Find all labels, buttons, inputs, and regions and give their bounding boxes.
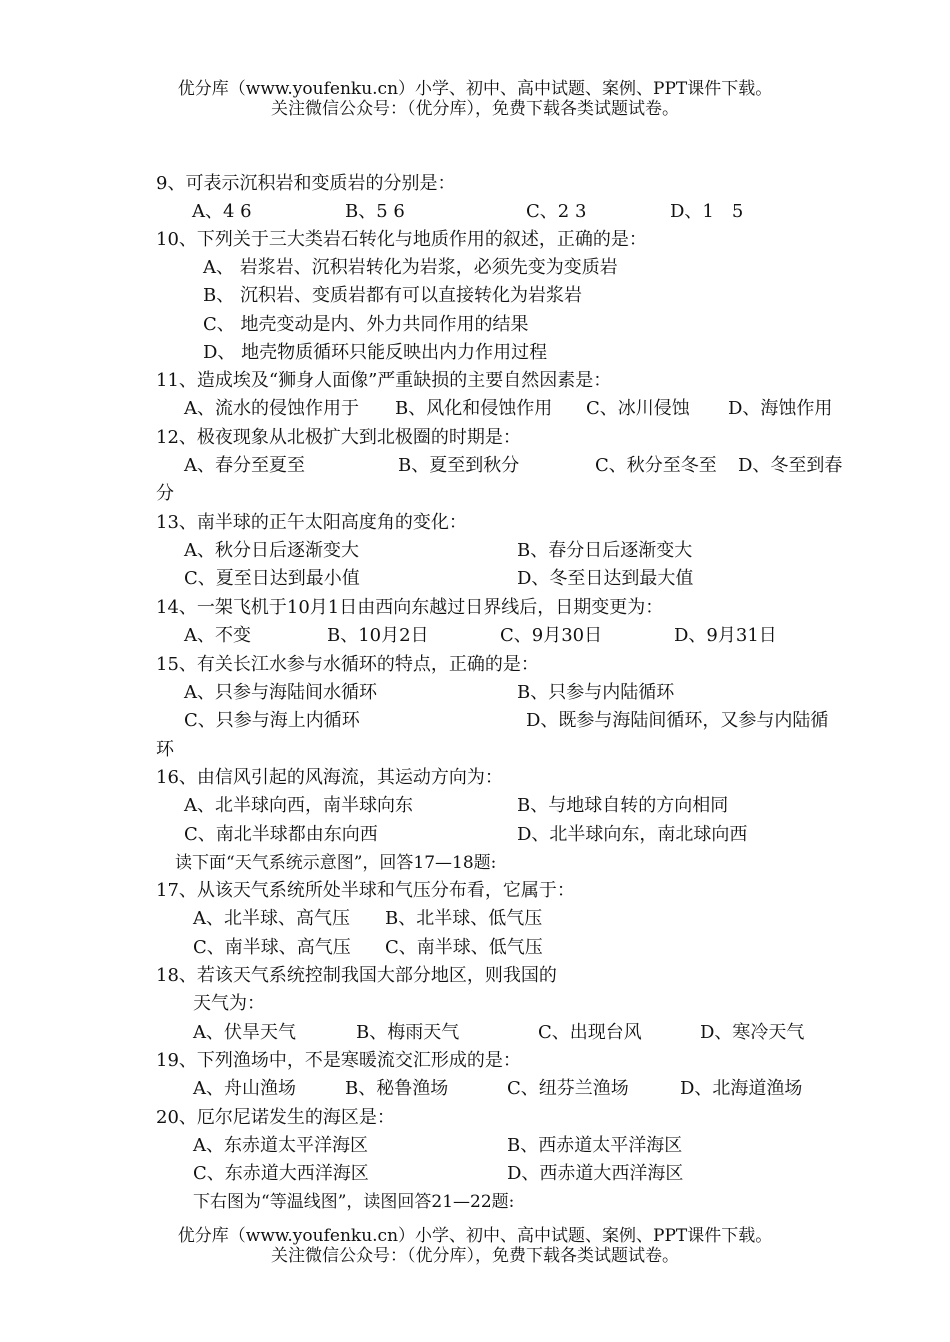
question-18-option-a: A、伏旱天气 <box>193 1022 296 1043</box>
question-14-stem: 14、一架飞机于10月1日由西向东越过日界线后，日期变更为： <box>156 597 664 618</box>
question-12-option-d: D、冬至到春 <box>738 455 843 476</box>
question-15-option-a: A、只参与海陆间水循环 <box>184 682 377 703</box>
question-20-option-b: B、西赤道太平洋海区 <box>507 1135 683 1156</box>
question-15-option-b: B、只参与内陆循环 <box>517 682 675 703</box>
question-18-stem: 18、若该天气系统控制我国大部分地区，则我国的 <box>156 965 557 986</box>
question-16-option-c: C、南北半球都由东向西 <box>184 824 378 845</box>
question-15-option-d: D、既参与海陆间循环，又参与内陆循 <box>526 710 829 731</box>
question-9-stem: 9、可表示沉积岩和变质岩的分别是： <box>156 173 456 194</box>
question-12-option-d-continued: 分 <box>156 483 174 504</box>
question-15-stem: 15、有关长江水参与水循环的特点，正确的是： <box>156 654 539 675</box>
question-19-stem: 19、下列渔场中，不是寒暖流交汇形成的是： <box>156 1050 521 1071</box>
question-19-option-d: D、北海道渔场 <box>680 1078 803 1099</box>
question-10-option-c: C、 地壳变动是内、外力共同作用的结果 <box>203 314 529 335</box>
question-11-option-b: B、风化和侵蚀作用 <box>395 398 553 419</box>
question-18-option-d: D、寒冷天气 <box>700 1022 805 1043</box>
question-11-option-a: A、流水的侵蚀作用于 <box>184 398 359 419</box>
question-14-option-c: C、9月30日 <box>500 625 603 646</box>
question-17-option-c: C、南半球、高气压 <box>193 937 351 958</box>
question-18-option-b: B、梅雨天气 <box>356 1022 460 1043</box>
question-17-option-a: A、北半球、高气压 <box>193 908 350 929</box>
question-9-option-a: A、4 6 <box>192 201 252 222</box>
question-10-option-a: A、 岩浆岩、沉积岩转化为岩浆，必须先变为变质岩 <box>203 257 618 278</box>
question-12-option-b: B、夏至到秋分 <box>398 455 520 476</box>
question-18-option-c: C、出现台风 <box>538 1022 642 1043</box>
question-10-option-b: B、 沉积岩、变质岩都有可以直接转化为岩浆岩 <box>203 285 582 306</box>
question-13-stem: 13、南半球的正午太阳高度角的变化： <box>156 512 467 533</box>
question-19-option-c: C、纽芬兰渔场 <box>507 1078 629 1099</box>
footer-line-2: 关注微信公众号：（优分库），免费下载各类试题试卷。 <box>271 1246 679 1266</box>
question-17-option-b: B、北半球、低气压 <box>385 908 543 929</box>
question-20-stem: 20、厄尔尼诺发生的海区是： <box>156 1107 395 1128</box>
question-12-option-c: C、秋分至冬至 <box>595 455 717 476</box>
question-14-option-a: A、不变 <box>184 625 251 646</box>
question-13-option-d: D、冬至日达到最大值 <box>517 568 694 589</box>
footer-line-1: 优分库（www.youfenku.cn）小学、初中、高中试题、案例、PPT课件下载。 <box>177 1226 773 1246</box>
question-16-option-b: B、与地球自转的方向相同 <box>517 795 729 816</box>
question-9-option-c: C、2 3 <box>526 201 587 222</box>
question-19-option-b: B、秘鲁渔场 <box>345 1078 449 1099</box>
question-10-option-d: D、 地壳物质循环只能反映出内力作用过程 <box>203 342 548 363</box>
question-9-option-d: D、1 5 <box>670 201 744 222</box>
question-15-option-d-continued: 环 <box>156 739 174 760</box>
question-16-option-d: D、北半球向东，南北球向西 <box>517 824 748 845</box>
question-12-option-a: A、春分至夏至 <box>184 455 305 476</box>
question-14-option-b: B、10月2日 <box>327 625 429 646</box>
question-18-stem-continued: 天气为： <box>193 993 265 1014</box>
question-13-option-b: B、春分日后逐渐变大 <box>517 540 693 561</box>
reading-prompt-isotherm: 下右图为“等温线图”，读图回答21—22题: <box>193 1192 515 1212</box>
header-line-2: 关注微信公众号：（优分库），免费下载各类试题试卷。 <box>271 99 679 119</box>
question-12-stem: 12、极夜现象从北极扩大到北极圈的时期是： <box>156 427 521 448</box>
question-16-stem: 16、由信风引起的风海流，其运动方向为： <box>156 767 503 788</box>
question-11-stem: 11、造成埃及“狮身人面像”严重缺损的主要自然因素是： <box>156 370 612 391</box>
question-17-option-d: C、南半球、低气压 <box>385 937 543 958</box>
question-15-option-c: C、只参与海上内循环 <box>184 710 360 731</box>
question-20-option-a: A、东赤道太平洋海区 <box>193 1135 368 1156</box>
question-13-option-a: A、秋分日后逐渐变大 <box>184 540 359 561</box>
question-17-stem: 17、从该天气系统所处半球和气压分布看，它属于： <box>156 880 575 901</box>
question-11-option-c: C、冰川侵蚀 <box>586 398 690 419</box>
question-20-option-c: C、东赤道大西洋海区 <box>193 1163 369 1184</box>
reading-prompt-weather-system: 读下面“天气系统示意图”，回答17—18题: <box>175 853 497 873</box>
header-line-1: 优分库（www.youfenku.cn）小学、初中、高中试题、案例、PPT课件下载。 <box>177 79 773 99</box>
question-16-option-a: A、北半球向西，南半球向东 <box>184 795 413 816</box>
question-14-option-d: D、9月31日 <box>674 625 777 646</box>
question-11-option-d: D、海蚀作用 <box>728 398 833 419</box>
question-20-option-d: D、西赤道大西洋海区 <box>507 1163 684 1184</box>
question-9-option-b: B、5 6 <box>345 201 405 222</box>
question-19-option-a: A、舟山渔场 <box>193 1078 296 1099</box>
question-13-option-c: C、夏至日达到最小值 <box>184 568 360 589</box>
question-10-stem: 10、下列关于三大类岩石转化与地质作用的叙述，正确的是： <box>156 229 647 250</box>
